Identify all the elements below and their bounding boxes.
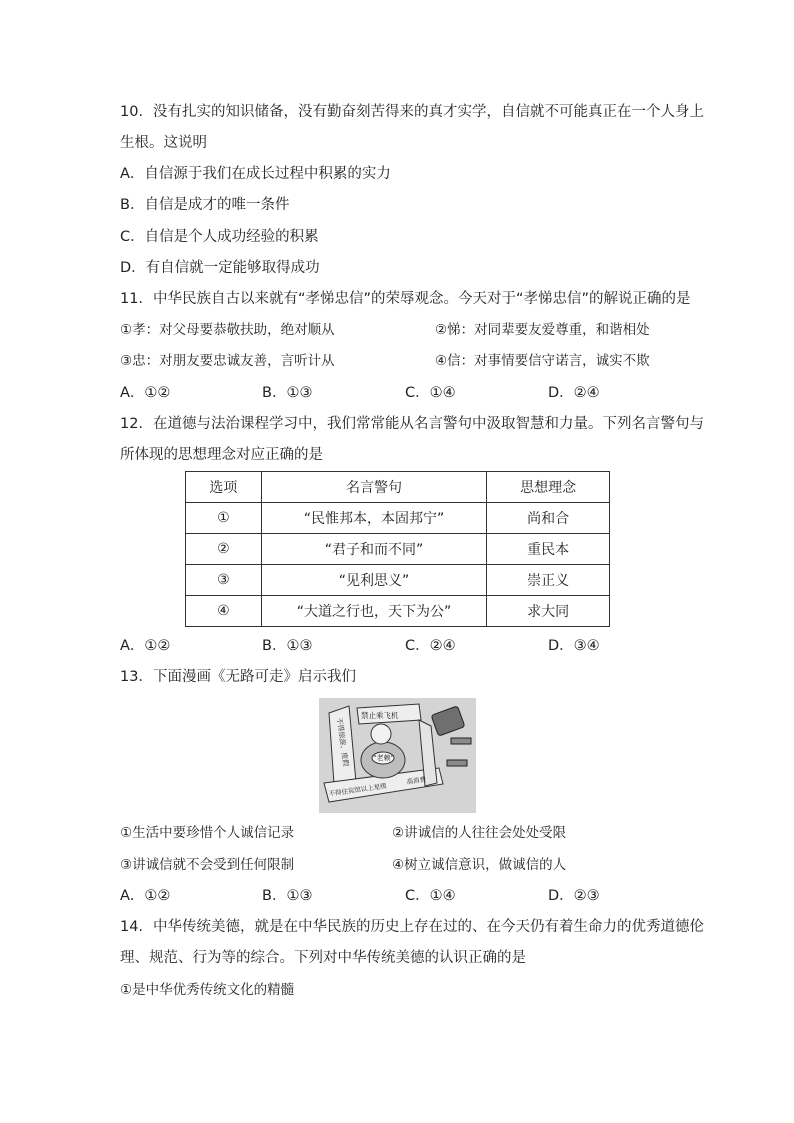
q12-cell-quote: “见利思义” — [261, 565, 486, 596]
q12-cell-option: ① — [186, 503, 262, 534]
q11-choice-c: C．①④ — [405, 385, 456, 401]
q12-header-concept: 思想理念 — [487, 472, 610, 503]
q10-stem-line2: 生根。这说明 — [120, 135, 207, 151]
q11-choice-d: D．②④ — [548, 385, 600, 401]
q11-item-2: ②悌：对同辈要友爱尊重，和谐相处 — [435, 322, 650, 338]
q12-cell-concept: 尚和合 — [487, 503, 610, 534]
q12-cell-concept: 重民本 — [487, 534, 610, 565]
q12-table — [185, 471, 610, 627]
table-row — [186, 565, 610, 596]
q12-cell-option: ④ — [186, 596, 262, 627]
q11-stem: 11．中华民族自古以来就有“孝悌忠信”的荣辱观念。今天对于“孝悌忠信”的解说正确的是 — [120, 291, 691, 307]
q14-stem-line1: 14．中华传统美德，就是在中华民族的历史上存在过的、在今天仍有着生命力的优秀道德伦 — [120, 919, 704, 935]
q13-choice-a: A．①② — [120, 888, 171, 904]
cartoon-sign-no-travel: 不得旅游、度假 — [335, 717, 350, 767]
cartoon-sign-high-consumption: 高消费 — [406, 775, 427, 786]
q12-cell-quote: “大道之行也，天下为公” — [261, 596, 486, 627]
q10-option-c: C．自信是个人成功经验的积累 — [120, 229, 319, 245]
cartoon-image — [319, 698, 476, 813]
q12-cell-option: ② — [186, 534, 262, 565]
q13-choice-b: B．①③ — [262, 888, 313, 904]
q12-cell-concept: 求大同 — [487, 596, 610, 627]
q11-choice-b: B．①③ — [262, 385, 313, 401]
q12-cell-concept: 崇正义 — [487, 565, 610, 596]
q12-choice-b: B．①③ — [262, 638, 313, 654]
q10-option-d: D．有自信就一定能够取得成功 — [120, 260, 320, 276]
q13-item-1: ①生活中要珍惜个人诚信记录 — [120, 825, 295, 841]
q13-item-4: ④树立诚信意识，做诚信的人 — [392, 857, 567, 873]
q11-choice-a: A．①② — [120, 385, 171, 401]
q12-stem-line1: 12．在道德与法治课程学习中，我们常常能从名言警句中汲取智慧和力量。下列名言警句与 — [120, 416, 704, 432]
q11-item-1: ①孝：对父母要恭敬扶助，绝对顺从 — [120, 322, 335, 338]
q10-option-a: A．自信源于我们在成长过程中积累的实力 — [120, 166, 391, 182]
q13-choice-d: D．②③ — [548, 888, 600, 904]
q12-choice-d: D．③④ — [548, 638, 600, 654]
q14-stem-line2: 理、规范、行为等的综合。下列对中华传统美德的认识正确的是 — [120, 950, 526, 966]
cartoon-sign-no-flight: 禁止乘飞机 — [361, 711, 399, 720]
q10-option-b: B．自信是成才的唯一条件 — [120, 197, 290, 213]
q12-stem-line2: 所体现的思想理念对应正确的是 — [120, 447, 323, 463]
q13-item-2: ②讲诚信的人往往会处处受限 — [392, 825, 567, 841]
table-row — [186, 534, 610, 565]
q12-cell-option: ③ — [186, 565, 262, 596]
q13-choice-c: C．①④ — [405, 888, 456, 904]
q12-header-option: 选项 — [186, 472, 262, 503]
q12-header-quote: 名言警句 — [261, 472, 486, 503]
q12-cell-quote: “民惟邦本，本固邦宁” — [261, 503, 486, 534]
q14-item-1: ①是中华优秀传统文化的精髓 — [120, 982, 295, 998]
table-row — [186, 503, 610, 534]
table-row — [186, 596, 610, 627]
cartoon-sign-no-hotel: 不得住宾馆以上星级 — [328, 781, 388, 798]
q12-choice-c: C．②④ — [405, 638, 456, 654]
q10-stem-line1: 10．没有扎实的知识储备，没有勤奋刻苦得来的真才实学，自信就不可能真正在一个人身上 — [120, 104, 704, 120]
cartoon-bag-label: “老赖” — [373, 754, 395, 762]
q12-table-header-row — [186, 472, 610, 503]
q13-item-3: ③讲诚信就不会受到任何限制 — [120, 857, 295, 873]
q12-choice-a: A．①② — [120, 638, 171, 654]
q11-item-4: ④信：对事情要信守诺言，诚实不欺 — [435, 353, 650, 369]
q11-item-3: ③忠：对朋友要忠诚友善，言听计从 — [120, 353, 335, 369]
q13-stem: 13．下面漫画《无路可走》启示我们 — [120, 669, 356, 685]
q12-cell-quote: “君子和而不同” — [261, 534, 486, 565]
